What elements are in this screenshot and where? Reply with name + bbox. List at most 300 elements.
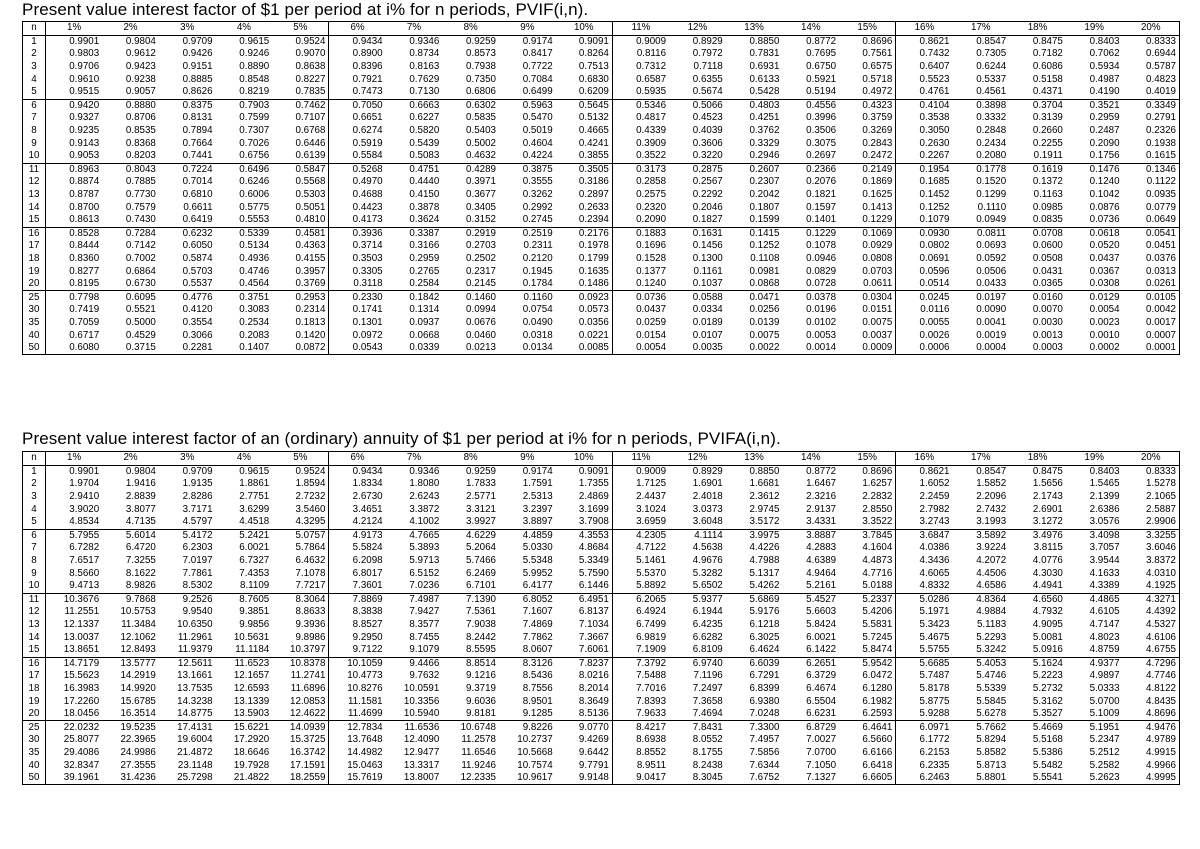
- factor-cell: 11.1184: [216, 644, 273, 657]
- factor-cell: 0.9615: [239, 35, 270, 47]
- factor-cell: 10.6748: [460, 721, 496, 733]
- factor-cell: 7.6061: [556, 644, 613, 657]
- factor-cell: 0.1299: [976, 189, 1007, 201]
- factor-cell: 0.9804: [125, 35, 156, 47]
- factor-cell: 0.7182: [1032, 48, 1063, 60]
- factor-cell: 0.9346: [409, 35, 440, 47]
- factor-cell: 0.8874: [69, 176, 100, 188]
- factor-cell: 0.8219: [216, 86, 273, 99]
- factor-cell: 0.7312: [636, 61, 667, 73]
- factor-cell: 12.2335: [460, 772, 496, 784]
- header-rate: 2%: [102, 22, 159, 36]
- table-row: [23, 606, 1180, 619]
- factor-cell: 4.8435: [1146, 695, 1176, 707]
- factor-cell: 11.2551: [64, 606, 100, 618]
- factor-cell: 1.8594: [272, 478, 329, 491]
- header-rate: 9%: [499, 22, 556, 36]
- factor-cell: 1.9704: [69, 478, 100, 490]
- factor-cell: 5.5541: [1032, 772, 1063, 784]
- factor-cell: 15.5623: [63, 670, 100, 682]
- factor-cell: 0.5194: [782, 86, 839, 99]
- factor-cell: 5.2161: [782, 580, 839, 593]
- factor-cell: 9.2526: [182, 593, 213, 605]
- factor-cell: 0.7664: [182, 137, 213, 149]
- header-rate: 1%: [46, 452, 103, 466]
- factor-cell: 0.5523: [919, 73, 950, 85]
- factor-cell: 7.7861: [182, 567, 213, 579]
- factor-cell: 4.6105: [1089, 606, 1120, 618]
- factor-cell: 0.3971: [466, 176, 496, 188]
- factor-cell: 0.0055: [919, 316, 950, 328]
- factor-cell: 10.6350: [177, 619, 213, 631]
- factor-cell: 0.9053: [46, 150, 103, 163]
- factor-cell: 13.0037: [63, 631, 100, 643]
- factor-cell: 2.9410: [69, 491, 100, 503]
- table-row: [23, 721, 1180, 734]
- factor-cell: 0.0304: [839, 291, 896, 304]
- factor-cell: 2.9906: [1123, 516, 1180, 529]
- factor-cell: 1.6681: [749, 478, 780, 490]
- factor-cell: 0.6095: [125, 291, 156, 303]
- factor-cell: 0.5874: [182, 252, 213, 264]
- factor-cell: 4.1604: [839, 542, 896, 555]
- factor-cell: 5.4527: [806, 593, 837, 605]
- factor-cell: 5.8801: [976, 772, 1007, 784]
- factor-cell: 9.9148: [556, 772, 613, 785]
- factor-cell: 0.5346: [636, 99, 667, 111]
- factor-cell: 7.0197: [182, 555, 213, 567]
- factor-cell: 0.9174: [522, 465, 553, 477]
- factor-cell: 0.5775: [239, 201, 270, 213]
- factor-cell: 6.1446: [556, 580, 613, 593]
- factor-cell: 0.8403: [1089, 35, 1120, 47]
- factor-cell: 6.4951: [556, 593, 613, 606]
- factor-cell: 10.4773: [347, 670, 383, 682]
- factor-cell: 6.3025: [749, 631, 780, 643]
- factor-cell: 0.0006: [919, 342, 950, 354]
- factor-cell: 0.1078: [806, 240, 837, 252]
- factor-cell: 7.8431: [692, 721, 723, 733]
- factor-cell: 0.0245: [919, 291, 950, 303]
- factor-cell: 0.9091: [556, 465, 613, 478]
- factor-cell: 5.7245: [839, 631, 896, 644]
- factor-cell: 11.6546: [461, 746, 496, 758]
- factor-cell: 8.5660: [69, 567, 100, 579]
- factor-cell: 10.9617: [517, 772, 553, 784]
- header-n: n: [23, 22, 46, 36]
- factor-cell: 0.4190: [1066, 86, 1123, 99]
- header-rate: 16%: [896, 22, 953, 36]
- factor-cell: 13.8007: [403, 772, 440, 784]
- factor-cell: 0.0042: [1146, 304, 1176, 316]
- factor-cell: 8.2014: [556, 683, 613, 696]
- factor-cell: 1.5465: [1089, 478, 1120, 490]
- factor-cell: 9.0770: [556, 721, 613, 734]
- factor-cell: 0.0013: [1032, 329, 1063, 341]
- factor-cell: 0.0937: [409, 316, 440, 328]
- factor-cell: 0.0003: [1032, 342, 1063, 354]
- factor-cell: 0.1784: [499, 278, 556, 291]
- factor-cell: 0.3554: [182, 316, 213, 328]
- factor-cell: 0.8396: [352, 61, 383, 73]
- factor-cell: 5.9952: [522, 567, 553, 579]
- factor-cell: 2.8550: [839, 503, 896, 516]
- factor-cell: 0.4241: [556, 137, 613, 150]
- factor-cell: 14.2919: [120, 670, 156, 682]
- factor-cell: 0.8900: [352, 48, 383, 60]
- factor-cell: 3.6048: [669, 516, 726, 529]
- factor-cell: 3.9020: [69, 503, 100, 515]
- factor-cell: 8.0607: [499, 644, 556, 657]
- factor-cell: 1.6901: [692, 478, 723, 490]
- factor-cell: 17.2920: [233, 734, 270, 746]
- table-row: [23, 580, 1180, 593]
- factor-cell: 0.1615: [1123, 150, 1180, 163]
- factor-cell: 0.9143: [69, 137, 100, 149]
- factor-cell: 4.8684: [556, 542, 613, 555]
- factor-cell: 0.0313: [1146, 265, 1176, 277]
- factor-cell: 2.7432: [976, 503, 1007, 515]
- factor-cell: 5.5824: [352, 542, 383, 554]
- factor-cell: 0.8929: [692, 465, 723, 477]
- factor-cell: 0.7130: [386, 86, 443, 99]
- factor-cell: 0.4604: [522, 137, 553, 149]
- factor-cell: 12.6593: [233, 682, 270, 694]
- factor-cell: 6.4641: [839, 721, 896, 734]
- factor-cell: 8.8633: [272, 606, 329, 619]
- factor-cell: 0.3050: [919, 125, 950, 137]
- factor-cell: 4.2883: [806, 542, 837, 554]
- factor-cell: 0.3166: [409, 240, 440, 252]
- factor-cell: 0.6139: [272, 150, 329, 163]
- factor-cell: 0.1037: [669, 278, 726, 291]
- table-row: [23, 214, 1180, 227]
- factor-cell: 8.3045: [692, 772, 723, 784]
- factor-cell: 8.3838: [352, 606, 383, 618]
- factor-cell: 3.8897: [499, 516, 556, 529]
- period-cell: 19: [23, 265, 46, 278]
- factor-cell: 3.3255: [1146, 529, 1176, 541]
- factor-cell: 14.7179: [63, 657, 100, 669]
- factor-cell: 5.4206: [839, 606, 896, 619]
- factor-cell: 0.9706: [69, 61, 100, 73]
- factor-cell: 0.0811: [976, 227, 1007, 239]
- factor-cell: 0.3555: [522, 176, 553, 188]
- factor-cell: 0.0618: [1089, 227, 1120, 239]
- factor-cell: 9.7632: [409, 670, 440, 682]
- header-rate: 17%: [953, 452, 1010, 466]
- factor-cell: 5.4669: [1032, 721, 1063, 733]
- factor-cell: 0.9238: [125, 73, 156, 85]
- factor-cell: 6.4624: [726, 644, 783, 657]
- factor-cell: 1.6257: [839, 478, 896, 491]
- factor-cell: 0.8696: [839, 35, 896, 48]
- factor-cell: 5.2223: [1032, 670, 1063, 682]
- factor-cell: 0.2953: [272, 291, 329, 304]
- factor-cell: 10.2737: [517, 734, 553, 746]
- header-rate: 5%: [272, 22, 329, 36]
- factor-cell: 0.7441: [159, 150, 216, 163]
- pvifa-table: [22, 451, 1180, 785]
- factor-cell: 0.1741: [352, 304, 383, 316]
- factor-cell: 7.6752: [749, 772, 780, 784]
- factor-cell: 4.7746: [1146, 670, 1176, 682]
- factor-cell: 0.8548: [239, 73, 270, 85]
- factor-cell: 0.1300: [692, 252, 723, 264]
- factor-cell: 15.6785: [120, 695, 156, 707]
- factor-cell: 0.8772: [806, 465, 837, 477]
- factor-cell: 0.5470: [522, 112, 553, 124]
- factor-cell: 0.2858: [636, 176, 667, 188]
- period-cell: 15: [23, 644, 46, 657]
- header-rate: 12%: [669, 22, 726, 36]
- factor-cell: 5.5168: [1032, 734, 1063, 746]
- factor-cell: 5.3282: [692, 567, 723, 579]
- factor-cell: 3.1699: [556, 503, 613, 516]
- factor-cell: 3.6046: [1146, 542, 1176, 554]
- header-rate: 4%: [216, 452, 273, 466]
- factor-cell: 0.4323: [839, 99, 896, 112]
- factor-cell: 8.8552: [636, 746, 667, 758]
- factor-cell: 0.0356: [556, 317, 613, 330]
- factor-cell: 0.0868: [726, 278, 783, 291]
- factor-cell: 4.3271: [1146, 593, 1176, 605]
- factor-cell: 9.2950: [352, 631, 383, 643]
- header-rate: 2%: [102, 452, 159, 466]
- factor-cell: 11.6896: [272, 683, 329, 696]
- factor-cell: 1.6052: [919, 478, 950, 490]
- factor-cell: 0.9070: [272, 48, 329, 61]
- factor-cell: 13.5903: [216, 708, 273, 721]
- factor-cell: 0.8621: [919, 465, 950, 477]
- factor-cell: 0.2080: [953, 150, 1010, 163]
- factor-cell: 0.4104: [919, 99, 950, 111]
- factor-cell: 3.7057: [1089, 542, 1120, 554]
- factor-cell: 0.0573: [556, 304, 613, 317]
- factor-cell: 0.8547: [976, 35, 1007, 47]
- factor-cell: 0.3269: [839, 125, 896, 138]
- factor-cell: 12.1657: [233, 670, 270, 682]
- factor-cell: 0.2765: [409, 265, 440, 277]
- factor-cell: 0.1911: [1009, 150, 1066, 163]
- factor-cell: 0.6768: [272, 125, 329, 138]
- factor-cell: 14.3238: [177, 695, 213, 707]
- factor-cell: 0.0004: [976, 342, 1007, 354]
- factor-cell: 5.5482: [1032, 759, 1063, 771]
- factor-cell: 4.7988: [749, 555, 780, 567]
- factor-cell: 0.4440: [409, 176, 440, 188]
- table-row: [23, 772, 1180, 785]
- factor-cell: 6.1422: [782, 644, 839, 657]
- factor-cell: 25.8077: [63, 734, 100, 746]
- factor-cell: 0.0433: [953, 278, 1010, 291]
- factor-cell: 1.5656: [1032, 478, 1063, 490]
- factor-cell: 0.2848: [976, 125, 1007, 137]
- factor-cell: 2.3612: [749, 491, 780, 503]
- factor-cell: 13.8651: [46, 644, 103, 657]
- factor-cell: 0.1456: [692, 240, 723, 252]
- factor-cell: 0.1778: [976, 163, 1007, 175]
- factor-cell: 0.0019: [976, 329, 1007, 341]
- factor-cell: 0.1827: [669, 214, 726, 227]
- factor-cell: 3.1272: [1009, 516, 1066, 529]
- factor-cell: 5.8294: [976, 734, 1007, 746]
- factor-cell: 0.3405: [466, 201, 496, 213]
- factor-cell: 9.7868: [125, 593, 156, 605]
- table-row: [23, 176, 1180, 189]
- factor-cell: 0.5674: [669, 86, 726, 99]
- factor-cell: 8.0216: [556, 670, 613, 683]
- period-cell: 50: [23, 772, 46, 785]
- factor-cell: 0.9803: [69, 48, 100, 60]
- factor-cell: 0.5134: [239, 240, 270, 252]
- factor-cell: 5.5348: [522, 555, 553, 567]
- factor-cell: 9.7122: [329, 644, 386, 657]
- factor-cell: 4.0386: [919, 542, 950, 554]
- factor-cell: 14.0939: [272, 721, 329, 734]
- factor-cell: 9.1079: [386, 644, 443, 657]
- factor-cell: 7.7217: [272, 580, 329, 593]
- factor-cell: 4.6560: [1032, 593, 1063, 605]
- factor-cell: 0.5132: [556, 112, 613, 125]
- factor-cell: 0.0972: [352, 329, 383, 341]
- factor-cell: 5.2064: [466, 542, 496, 554]
- table-row: [23, 265, 1180, 278]
- factor-cell: 0.7599: [239, 112, 270, 124]
- header-rate: 20%: [1123, 22, 1180, 36]
- factor-cell: 0.2959: [409, 252, 440, 264]
- factor-cell: 0.5066: [692, 99, 723, 111]
- factor-cell: 0.0009: [839, 342, 896, 355]
- period-cell: 20: [23, 278, 46, 291]
- factor-cell: 0.0139: [749, 316, 780, 328]
- factor-cell: 0.6006: [239, 189, 270, 201]
- factor-cell: 0.3762: [749, 125, 780, 137]
- factor-cell: 0.1229: [839, 214, 896, 227]
- factor-cell: 5.2582: [1089, 759, 1120, 771]
- factor-cell: 0.1685: [919, 176, 950, 188]
- factor-cell: 2.7982: [919, 503, 950, 515]
- factor-cell: 0.5919: [352, 137, 383, 149]
- factor-cell: 0.1314: [409, 304, 440, 316]
- factor-cell: 5.1951: [1089, 721, 1120, 733]
- factor-cell: 0.2326: [1146, 125, 1176, 137]
- factor-cell: 0.2575: [636, 189, 667, 201]
- factor-cell: 9.0417: [636, 772, 667, 784]
- factor-cell: 3.5892: [976, 529, 1007, 541]
- factor-cell: 0.0981: [749, 265, 780, 277]
- factor-cell: 0.6575: [839, 61, 896, 74]
- factor-cell: 8.5136: [556, 708, 613, 721]
- factor-cell: 0.3759: [839, 112, 896, 125]
- factor-cell: 0.8264: [556, 48, 613, 61]
- factor-cell: 6.8399: [749, 682, 780, 694]
- factor-cell: 0.4423: [352, 201, 383, 213]
- factor-cell: 11.2741: [272, 670, 329, 683]
- factor-cell: 7.3667: [556, 631, 613, 644]
- factor-cell: 0.9709: [182, 35, 213, 47]
- factor-cell: 0.1252: [749, 240, 780, 252]
- factor-cell: 7.8237: [556, 657, 613, 670]
- factor-cell: 4.7122: [636, 542, 667, 554]
- factor-cell: 1.7833: [466, 478, 496, 490]
- factor-cell: 0.3503: [352, 252, 383, 264]
- factor-cell: 7.3255: [125, 555, 156, 567]
- factor-cell: 0.8638: [272, 61, 329, 74]
- table-row: [23, 747, 1180, 760]
- factor-cell: 6.2335: [919, 759, 950, 771]
- factor-cell: 5.1624: [1032, 657, 1063, 669]
- factor-cell: 0.0946: [806, 252, 837, 264]
- factor-cell: 0.4019: [1123, 86, 1180, 99]
- factor-cell: 1.9416: [125, 478, 156, 490]
- factor-cell: 4.9464: [806, 567, 837, 579]
- period-cell: 14: [23, 201, 46, 214]
- factor-cell: 0.1978: [556, 240, 613, 253]
- factor-cell: 0.3262: [522, 189, 553, 201]
- header-rate: 15%: [839, 22, 896, 36]
- factor-cell: 0.7730: [125, 189, 156, 201]
- factor-cell: 6.6039: [749, 657, 780, 669]
- factor-cell: 7.1390: [466, 593, 496, 605]
- factor-cell: 17.1591: [272, 759, 329, 772]
- factor-cell: 0.9259: [466, 465, 496, 477]
- factor-cell: 0.8475: [1032, 465, 1063, 477]
- factor-cell: 0.0802: [919, 240, 950, 252]
- factor-cell: 0.9259: [466, 35, 496, 47]
- factor-cell: 11.2961: [177, 631, 213, 643]
- factor-cell: 6.1944: [692, 606, 723, 618]
- factor-cell: 7.9633: [612, 708, 669, 721]
- factor-cell: 0.1954: [919, 163, 950, 175]
- factor-cell: 0.8613: [46, 214, 103, 227]
- factor-cell: 0.0102: [806, 316, 837, 328]
- factor-cell: 0.7084: [522, 73, 553, 85]
- period-cell: 12: [23, 176, 46, 189]
- factor-cell: 2.1399: [1089, 491, 1120, 503]
- factor-cell: 1.7591: [522, 478, 553, 490]
- factor-cell: 0.5921: [806, 73, 837, 85]
- factor-cell: 0.3305: [352, 265, 383, 277]
- factor-cell: 0.4561: [953, 86, 1010, 99]
- factor-cell: 0.4581: [272, 227, 329, 240]
- factor-cell: 0.2317: [466, 265, 496, 277]
- factor-cell: 6.5660: [839, 734, 896, 747]
- factor-cell: 0.2366: [806, 163, 837, 175]
- period-cell: 14: [23, 631, 46, 644]
- factor-cell: 0.3606: [692, 137, 723, 149]
- factor-cell: 12.7834: [347, 721, 383, 733]
- factor-cell: 0.9524: [272, 35, 329, 48]
- factor-cell: 0.2919: [466, 227, 496, 239]
- table-row: [23, 317, 1180, 330]
- factor-cell: 3.9224: [976, 542, 1007, 554]
- factor-cell: 0.6587: [636, 73, 667, 85]
- factor-cell: 0.0520: [1089, 240, 1120, 252]
- factor-cell: 6.1772: [919, 734, 950, 746]
- factor-cell: 14.4982: [347, 746, 383, 758]
- factor-cell: 5.4172: [182, 529, 213, 541]
- factor-cell: 0.0196: [806, 304, 837, 316]
- factor-cell: 0.1346: [1146, 163, 1176, 175]
- factor-cell: 0.5703: [182, 265, 213, 277]
- factor-cell: 0.7972: [692, 48, 723, 60]
- factor-cell: 7.2497: [692, 682, 723, 694]
- factor-cell: 0.4817: [636, 112, 667, 124]
- factor-cell: 13.7535: [177, 682, 213, 694]
- factor-cell: 0.4523: [692, 112, 723, 124]
- factor-cell: 0.0023: [1089, 316, 1120, 328]
